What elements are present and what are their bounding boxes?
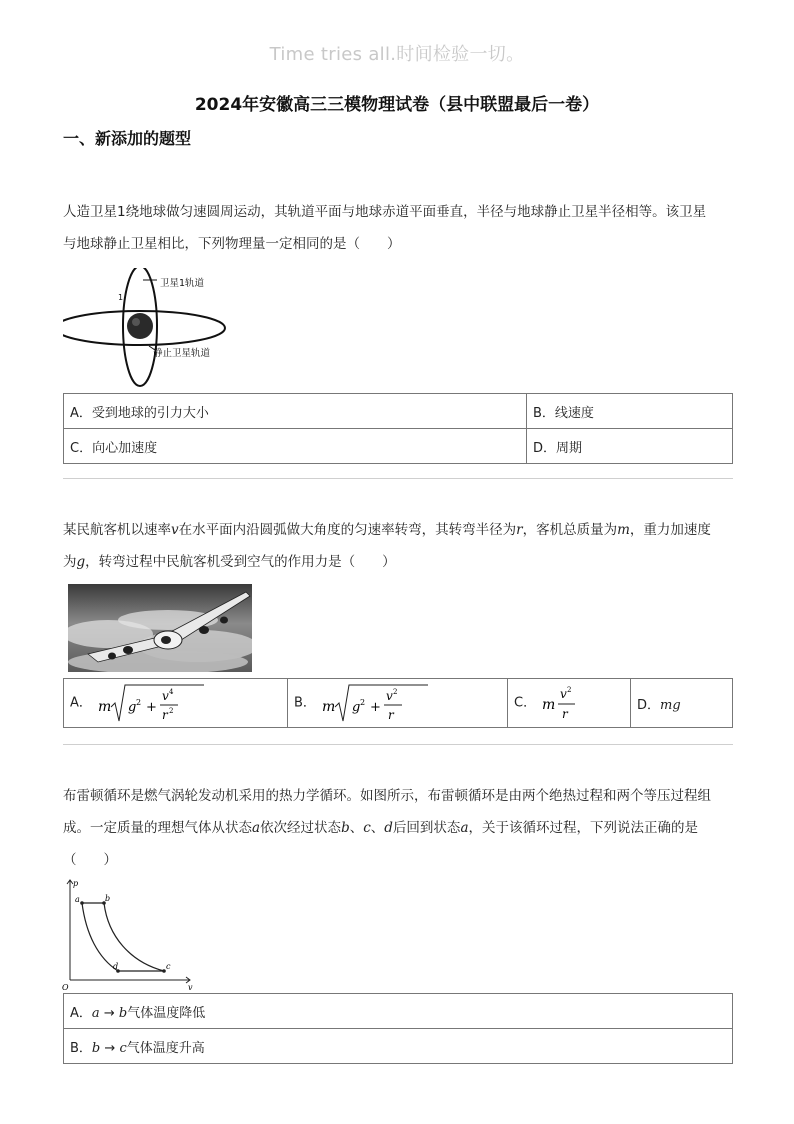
formula-exp: 2: [136, 698, 142, 707]
engine: [199, 626, 209, 634]
page-title: 2024年安徽高三三模物理试卷（县中联盟最后一卷）: [194, 95, 600, 115]
earth-highlight: [132, 318, 140, 326]
formula-v: v: [560, 687, 567, 701]
formula-exp: 2: [360, 698, 366, 707]
option-b-formula: [320, 681, 430, 725]
option-d[interactable]: [631, 679, 733, 728]
option-c[interactable]: [64, 429, 527, 464]
option-a-prefix: A．: [70, 695, 92, 711]
process-d-a: [82, 903, 118, 971]
text-segment: 、: [349, 820, 364, 836]
state-b-label: b: [105, 894, 111, 903]
text-segment: ，客机总质量为: [522, 522, 618, 538]
variable-g: g: [76, 554, 86, 570]
option-b-prefix: B．: [294, 695, 316, 711]
formula-r: r: [388, 708, 394, 722]
variable-a: a: [460, 820, 469, 836]
option-c-formula: [540, 681, 590, 725]
option-c[interactable]: [508, 679, 631, 728]
text-segment: ，重力加速度: [629, 522, 711, 538]
formula-r: r: [162, 708, 168, 722]
question-3-options: [63, 993, 733, 1064]
divider: [63, 744, 733, 745]
option-a[interactable]: [64, 679, 288, 728]
airplane-nose: [161, 636, 171, 644]
sqrt-sign: [111, 685, 204, 721]
question-1-line-1: 人造卫星1绕地球做匀速圆周运动，其轨道平面与地球赤道平面垂直，半径与地球静止卫星半径相等。该卫星: [63, 204, 707, 220]
sqrt-sign: [335, 685, 428, 721]
option-b-text: 气体温度升高: [126, 1040, 205, 1056]
satellite-number-label: 1: [118, 293, 124, 302]
satellite-orbit-label: 卫星1轨道: [160, 278, 205, 289]
text-segment: 、: [370, 820, 385, 836]
variable-v: v: [171, 522, 179, 538]
question-3-line-1: 布雷顿循环是燃气涡轮发动机采用的热力学循环。如图所示，布雷顿循环是由两个绝热过程和两个等压过程组: [63, 788, 711, 804]
variable-b: b: [341, 820, 350, 836]
variable-m: m: [617, 522, 630, 538]
question-2-line-2: [63, 546, 733, 578]
formula-plus: +: [146, 700, 157, 715]
formula-exp: 2: [393, 688, 398, 696]
text-segment: 为: [63, 554, 77, 570]
formula-g: g: [128, 700, 137, 715]
arrow-icon: →: [103, 1005, 115, 1021]
formula-m: m: [98, 699, 112, 715]
satellite-orbit-figure: [63, 268, 253, 390]
option-a[interactable]: [64, 994, 733, 1029]
pv-diagram: [62, 876, 194, 992]
process-b-c: [104, 903, 164, 971]
question-3-line-2: [63, 812, 733, 844]
option-d[interactable]: [527, 429, 733, 464]
text-segment: 在水平面内沿圆弧做大角度的匀速率转弯，其转弯半径为: [178, 522, 517, 538]
engine: [220, 617, 228, 624]
option-d-text: D．周期: [533, 440, 583, 456]
option-c-text: C．向心加速度: [70, 440, 158, 456]
geo-orbit-label: 静止卫星轨道: [153, 348, 211, 359]
formula-exp: 2: [567, 686, 572, 694]
text-segment: ，转弯过程中民航客机受到空气的作用力是（ ）: [85, 554, 396, 570]
option-b-from: b: [91, 1040, 101, 1056]
origin-label: O: [62, 983, 69, 992]
text-segment: ，关于该循环过程，下列说法正确的是: [468, 820, 698, 836]
text-segment: 依次经过状态: [260, 820, 342, 836]
state-c-label: c: [166, 962, 171, 971]
option-d-prefix: D．: [637, 697, 661, 713]
option-b[interactable]: [527, 394, 733, 429]
option-a-from: a: [91, 1005, 100, 1021]
option-a-text: 气体温度降低: [127, 1005, 206, 1021]
formula-g: g: [352, 700, 361, 715]
question-3-text: [63, 780, 733, 876]
option-a[interactable]: [64, 394, 527, 429]
question-1-options: [63, 393, 733, 464]
option-a-to: b: [118, 1005, 128, 1021]
text-segment: 后回到状态: [392, 820, 461, 836]
formula-m: m: [542, 697, 556, 713]
formula-exp: 4: [169, 688, 174, 696]
formula-v: v: [386, 689, 393, 703]
text-segment: 某民航客机以速率: [63, 522, 171, 538]
option-c-prefix: C．: [514, 695, 537, 711]
option-d-formula: mg: [660, 697, 681, 713]
watermark: Time tries all.时间检验一切。: [269, 44, 525, 65]
earth-icon: [127, 313, 153, 339]
formula-plus: +: [370, 700, 381, 715]
v-axis-label: v: [188, 983, 193, 992]
engine: [108, 653, 116, 660]
state-a-point: [80, 901, 84, 905]
option-b-text: B．线速度: [533, 405, 594, 421]
formula-v: v: [162, 689, 169, 703]
option-b-to: c: [119, 1040, 127, 1056]
option-a-text: A．受到地球的引力大小: [70, 405, 209, 421]
airplane-photo: [68, 584, 252, 672]
question-1-line-2: 与地球静止卫星相比，下列物理量一定相同的是（ ）: [63, 236, 401, 252]
arrow-icon: →: [104, 1040, 116, 1056]
formula-r: r: [562, 707, 568, 721]
section-heading: 一、新添加的题型: [63, 129, 192, 148]
option-a-formula: [96, 681, 206, 725]
option-b[interactable]: [288, 679, 508, 728]
variable-c: c: [363, 820, 371, 836]
option-b-prefix: B．: [70, 1040, 92, 1056]
question-3-line-3: （ ）: [63, 852, 117, 868]
option-b[interactable]: [64, 1029, 733, 1064]
question-2-options: [63, 678, 733, 728]
divider: [63, 478, 733, 479]
text-segment: 成。一定质量的理想气体从状态: [63, 820, 252, 836]
state-d-label: d: [113, 962, 119, 971]
state-a-label: a: [75, 895, 80, 904]
p-axis-label: p: [73, 879, 79, 888]
engine: [123, 646, 133, 654]
question-2-line-1: [63, 514, 733, 546]
variable-r: r: [516, 522, 523, 538]
variable-a: a: [252, 820, 261, 836]
option-a-prefix: A．: [70, 1005, 92, 1021]
formula-m: m: [322, 699, 336, 715]
formula-exp: 2: [169, 707, 174, 715]
variable-d: d: [384, 820, 393, 836]
question-2-text: [63, 514, 733, 578]
question-1-text: [63, 196, 733, 260]
